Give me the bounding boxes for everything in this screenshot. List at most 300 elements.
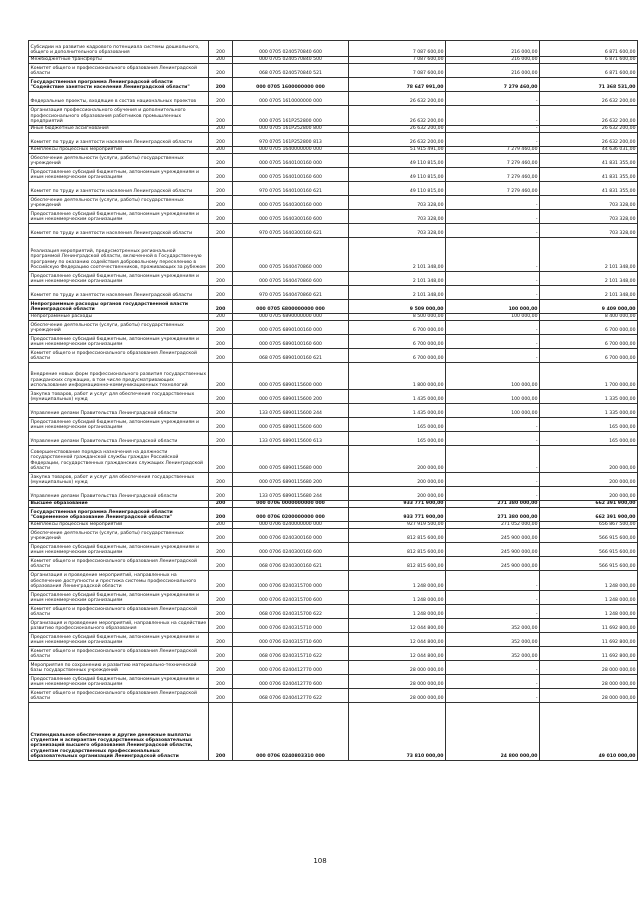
table-row [29,689,638,703]
row-name-cell: Предоставление субсидий бюджетным, автономным учреждениям и иным некоммерческим организациям [29,633,209,647]
row-budget-code-cell: 000 0705 1640100160 000 [233,154,349,168]
row-name-cell: Организация профессионального обучения и дополнительного профессионального образования работников промышленных предприятий [29,106,209,126]
row-name-cell: Предоставление субсидий бюджетным, автономным учреждениям и иным некоммерческим организациям [29,272,209,286]
row-executed-amount-cell: 271 380 000,00 [446,501,540,508]
row-line-code-cell: 200 [209,126,233,133]
row-executed-amount-cell: 245 900 000,00 [446,543,540,557]
row-approved-amount-cell: 73 810 000,00 [349,703,446,761]
row-budget-code-cell: 000 0705 6890100160 600 [233,335,349,349]
row-executed-amount-cell: - [446,661,540,675]
row-executed-amount-cell: - [446,418,540,432]
row-approved-amount-cell: 7 087 600,00 [349,64,446,78]
row-name-cell: Управление делами Правительства Ленинградской области [29,404,209,418]
row-budget-code-cell: 068 0705 0240570840 521 [233,64,349,78]
table-row [29,661,638,675]
row-remaining-amount-cell: 662 391 900,00 [540,508,638,522]
row-line-code-cell: 200 [209,619,233,633]
row-approved-amount-cell: 28 000 000,00 [349,675,446,689]
row-remaining-amount-cell: 44 636 031,00 [540,147,638,154]
row-budget-code-cell: 000 0706 0240315700 600 [233,591,349,605]
row-executed-amount-cell: 216 000,00 [446,57,540,64]
row-line-code-cell: 200 [209,286,233,300]
row-line-code-cell: 200 [209,349,233,363]
row-name-cell: Совершенствование порядка назначения на должности государственной гражданской службы граждан Российской Федерации, государственных гражданских служащих Ленинградской области [29,446,209,473]
row-budget-code-cell: 000 0706 0240300160 000 [233,529,349,543]
row-executed-amount-cell: 271 052 000,00 [446,522,540,529]
row-line-code-cell: 200 [209,300,233,314]
row-budget-code-cell: 133 0705 6890115600 244 [233,404,349,418]
row-approved-amount-cell: 28 000 000,00 [349,661,446,675]
row-executed-amount-cell: 100 000,00 [446,390,540,404]
row-remaining-amount-cell: 703 328,00 [540,210,638,224]
row-line-code-cell: 200 [209,196,233,210]
row-approved-amount-cell: 28 000 000,00 [349,689,446,703]
row-approved-amount-cell: 12 044 800,00 [349,647,446,661]
row-budget-code-cell: 000 0705 0240570840 600 [233,41,349,57]
row-name-cell: Внедрение новых форм профессионального развития государственных гражданских служащих, в том числе предусматривающих использование информационно-коммуникационных технологий [29,363,209,390]
row-executed-amount-cell: - [446,446,540,473]
row-budget-code-cell: 000 0706 0240803310 000 [233,703,349,761]
row-remaining-amount-cell: 6 700 000,00 [540,321,638,335]
row-remaining-amount-cell: 200 000,00 [540,446,638,473]
row-approved-amount-cell: 165 000,00 [349,432,446,446]
row-remaining-amount-cell: 200 000,00 [540,473,638,487]
row-budget-code-cell: 000 0705 0240570840 500 [233,57,349,64]
row-line-code-cell: 200 [209,703,233,761]
row-line-code-cell: 200 [209,571,233,591]
row-budget-code-cell: 000 0706 0000000000 000 [233,501,349,508]
table-row [29,390,638,404]
table-row [29,238,638,272]
row-executed-amount-cell: - [446,605,540,619]
table-row [29,529,638,543]
table-row [29,64,638,78]
row-remaining-amount-cell: 8 400 000,00 [540,314,638,321]
row-executed-amount-cell: 7 279 460,00 [446,78,540,92]
row-budget-code-cell: 000 0706 0200000000 000 [233,508,349,522]
row-approved-amount-cell: 2 101 348,00 [349,238,446,272]
row-name-cell: Комитет по труду и занятости населения Ленинградской области [29,286,209,300]
row-budget-code-cell: 000 0705 6890115680 000 [233,446,349,473]
row-executed-amount-cell: 7 279 460,00 [446,182,540,196]
table-row [29,543,638,557]
table-row [29,314,638,321]
row-remaining-amount-cell: 1 335 000,00 [540,390,638,404]
row-budget-code-cell: 133 0705 6890115680 244 [233,487,349,501]
row-remaining-amount-cell: 28 000 000,00 [540,689,638,703]
row-line-code-cell: 200 [209,238,233,272]
table-row [29,557,638,571]
row-approved-amount-cell: 26 632 200,00 [349,92,446,106]
row-remaining-amount-cell: 49 010 000,00 [540,703,638,761]
row-remaining-amount-cell: 28 000 000,00 [540,675,638,689]
row-executed-amount-cell: 245 900 000,00 [446,529,540,543]
row-name-cell: Комитет по труду и занятости населения Ленинградской области [29,224,209,238]
row-line-code-cell: 200 [209,605,233,619]
row-line-code-cell: 200 [209,272,233,286]
table-row [29,41,638,57]
row-approved-amount-cell: 78 647 991,00 [349,78,446,92]
table-row [29,182,638,196]
row-approved-amount-cell: 812 815 600,00 [349,529,446,543]
row-approved-amount-cell: 703 328,00 [349,224,446,238]
row-name-cell: Комитет по труду и занятости населения Ленинградской области [29,133,209,147]
row-line-code-cell: 200 [209,41,233,57]
table-row [29,473,638,487]
table-row [29,300,638,314]
row-approved-amount-cell: 6 700 000,00 [349,321,446,335]
row-budget-code-cell: 000 0705 1610000000 000 [233,92,349,106]
row-line-code-cell: 200 [209,404,233,418]
row-budget-code-cell: 068 0706 0240412770 622 [233,689,349,703]
row-name-cell: Комплексы процессных мероприятий [29,147,209,154]
table-row [29,633,638,647]
row-approved-amount-cell: 927 919 500,00 [349,522,446,529]
row-remaining-amount-cell: 41 831 355,00 [540,168,638,182]
row-approved-amount-cell: 7 087 600,00 [349,57,446,64]
row-remaining-amount-cell: 26 632 200,00 [540,106,638,126]
table-row [29,92,638,106]
row-approved-amount-cell: 703 328,00 [349,196,446,210]
row-executed-amount-cell: 7 279 460,00 [446,154,540,168]
row-executed-amount-cell: - [446,224,540,238]
row-line-code-cell: 200 [209,133,233,147]
row-approved-amount-cell: 26 632 200,00 [349,133,446,147]
row-line-code-cell: 200 [209,446,233,473]
row-budget-code-cell: 000 0706 0240315710 000 [233,619,349,633]
row-executed-amount-cell: - [446,689,540,703]
row-approved-amount-cell: 1 800 000,00 [349,363,446,390]
row-remaining-amount-cell: 2 101 348,00 [540,238,638,272]
row-remaining-amount-cell: 1 700 000,00 [540,363,638,390]
row-remaining-amount-cell: 41 831 355,00 [540,154,638,168]
row-line-code-cell: 200 [209,363,233,390]
table-row [29,487,638,501]
row-approved-amount-cell: 1 435 000,00 [349,390,446,404]
row-line-code-cell: 200 [209,154,233,168]
row-budget-code-cell: 068 0705 6890100160 621 [233,349,349,363]
row-executed-amount-cell: - [446,106,540,126]
row-name-cell: Комитет общего и профессионального образования Ленинградской области [29,605,209,619]
row-budget-code-cell: 000 0705 6890115600 200 [233,390,349,404]
row-budget-code-cell: 068 0706 0240315700 622 [233,605,349,619]
row-line-code-cell: 200 [209,418,233,432]
row-name-cell: Предоставление субсидий бюджетным, автономным учреждениям и иным некоммерческим организациям [29,675,209,689]
row-approved-amount-cell: 2 101 348,00 [349,272,446,286]
row-remaining-amount-cell: 1 248 000,00 [540,591,638,605]
row-line-code-cell: 200 [209,57,233,64]
row-name-cell: Обеспечение деятельности (услуги, работы) государственных учреждений [29,529,209,543]
row-remaining-amount-cell: 6 700 000,00 [540,349,638,363]
row-budget-code-cell: 000 0705 161Р252800 800 [233,126,349,133]
budget-table-sheet [28,40,636,761]
row-line-code-cell: 200 [209,390,233,404]
row-name-cell: Управление делами Правительства Ленинградской области [29,487,209,501]
table-row [29,57,638,64]
row-budget-code-cell: 000 0705 1640470860 600 [233,272,349,286]
row-line-code-cell: 200 [209,661,233,675]
row-name-cell: Предоставление субсидий бюджетным, автономным учреждениям и иным некоммерческим организациям [29,168,209,182]
table-row [29,619,638,633]
row-budget-code-cell: 000 0705 1640470860 000 [233,238,349,272]
row-approved-amount-cell: 49 110 815,00 [349,168,446,182]
row-approved-amount-cell: 6 700 000,00 [349,349,446,363]
row-approved-amount-cell: 6 700 000,00 [349,335,446,349]
row-line-code-cell: 200 [209,321,233,335]
row-executed-amount-cell: - [446,432,540,446]
row-approved-amount-cell: 703 328,00 [349,210,446,224]
row-remaining-amount-cell: 6 871 600,00 [540,41,638,57]
row-budget-code-cell: 000 0706 0240000000 000 [233,522,349,529]
table-row [29,286,638,300]
row-line-code-cell: 200 [209,168,233,182]
row-budget-code-cell: 000 0705 6800000000 000 [233,300,349,314]
row-budget-code-cell: 000 0706 0240300160 600 [233,543,349,557]
row-budget-code-cell: 000 0705 6890100160 000 [233,321,349,335]
row-line-code-cell: 200 [209,314,233,321]
row-budget-code-cell: 068 0706 0240300160 621 [233,557,349,571]
row-line-code-cell: 200 [209,335,233,349]
row-line-code-cell: 200 [209,675,233,689]
row-name-cell: Комитет общего и профессионального образования Ленинградской области [29,689,209,703]
row-name-cell: Комитет общего и профессионального образования Ленинградской области [29,647,209,661]
row-executed-amount-cell: 100 000,00 [446,404,540,418]
row-remaining-amount-cell: 11 692 800,00 [540,633,638,647]
row-line-code-cell: 200 [209,210,233,224]
row-approved-amount-cell: 51 915 491,00 [349,147,446,154]
table-row [29,210,638,224]
row-executed-amount-cell: 352 000,00 [446,619,540,633]
row-executed-amount-cell: - [446,210,540,224]
row-executed-amount-cell: - [446,591,540,605]
row-approved-amount-cell: 9 509 000,00 [349,300,446,314]
table-row [29,335,638,349]
row-executed-amount-cell: 352 000,00 [446,647,540,661]
row-name-cell: Комитет общего и профессионального образования Ленинградской области [29,557,209,571]
row-name-cell: Обеспечение деятельности (услуги, работы) государственных учреждений [29,154,209,168]
row-approved-amount-cell: 812 815 600,00 [349,557,446,571]
row-budget-code-cell: 000 0706 0240315700 000 [233,571,349,591]
row-remaining-amount-cell: 2 101 348,00 [540,272,638,286]
row-approved-amount-cell: 7 087 600,00 [349,41,446,57]
row-budget-code-cell: 000 0705 1600000000 000 [233,78,349,92]
table-row [29,522,638,529]
row-remaining-amount-cell: 11 692 800,00 [540,619,638,633]
row-line-code-cell: 200 [209,182,233,196]
row-budget-code-cell: 000 0705 6890115600 600 [233,418,349,432]
row-executed-amount-cell: - [446,321,540,335]
row-name-cell: Предоставление субсидий бюджетным, автономным учреждениям и иным некоммерческим организациям [29,543,209,557]
row-line-code-cell: 200 [209,501,233,508]
row-remaining-amount-cell: 26 632 200,00 [540,133,638,147]
row-line-code-cell: 200 [209,473,233,487]
row-remaining-amount-cell: 6 871 600,00 [540,64,638,78]
row-approved-amount-cell: 26 632 200,00 [349,126,446,133]
row-name-cell: Комплексы процессных мероприятий [29,522,209,529]
table-row [29,446,638,473]
table-row [29,501,638,508]
row-approved-amount-cell: 1 248 000,00 [349,571,446,591]
row-remaining-amount-cell: 11 692 800,00 [540,647,638,661]
row-executed-amount-cell: - [446,473,540,487]
row-name-cell: Комитет общего и профессионального образования Ленинградской области [29,349,209,363]
row-executed-amount-cell: - [446,238,540,272]
row-remaining-amount-cell: 28 000 000,00 [540,661,638,675]
table-row [29,168,638,182]
row-name-cell: Субсидии на развитие кадрового потенциала системы дошкольного, общего и дополнительного образования [29,41,209,57]
budget-table [28,40,638,761]
row-budget-code-cell: 970 0705 1640470860 621 [233,286,349,300]
row-executed-amount-cell: - [446,196,540,210]
row-budget-code-cell: 133 0705 6890115600 613 [233,432,349,446]
row-line-code-cell: 200 [209,543,233,557]
table-row [29,133,638,147]
row-approved-amount-cell: 2 101 348,00 [349,286,446,300]
table-row [29,321,638,335]
row-budget-code-cell: 000 0705 1640300160 000 [233,196,349,210]
row-approved-amount-cell: 12 044 800,00 [349,619,446,633]
row-line-code-cell: 200 [209,633,233,647]
row-line-code-cell: 200 [209,557,233,571]
row-name-cell: Закупка товаров, работ и услуг для обеспечения государственных (муниципальных) нужд [29,473,209,487]
table-row [29,508,638,522]
table-row [29,418,638,432]
table-row [29,154,638,168]
row-budget-code-cell: 000 0706 0240315710 600 [233,633,349,647]
row-name-cell: Предоставление субсидий бюджетным, автономным учреждениям и иным некоммерческим организациям [29,335,209,349]
row-remaining-amount-cell: 26 632 200,00 [540,126,638,133]
row-line-code-cell: 200 [209,689,233,703]
row-budget-code-cell: 000 0705 1640300160 600 [233,210,349,224]
row-name-cell: Комитет по труду и занятости населения Ленинградской области [29,182,209,196]
row-remaining-amount-cell: 656 867 500,00 [540,522,638,529]
row-line-code-cell: 200 [209,522,233,529]
row-approved-amount-cell: 165 000,00 [349,418,446,432]
row-name-cell: Комитет общего и профессионального образования Ленинградской области [29,64,209,78]
row-remaining-amount-cell: 662 391 900,00 [540,501,638,508]
row-remaining-amount-cell: 41 831 355,00 [540,182,638,196]
row-remaining-amount-cell: 566 915 600,00 [540,529,638,543]
row-approved-amount-cell: 8 500 000,00 [349,314,446,321]
row-name-cell: Мероприятия по сохранению и развитию материально-технической базы государственных учреждений [29,661,209,675]
table-row [29,591,638,605]
row-budget-code-cell: 970 0705 1640300160 621 [233,224,349,238]
row-approved-amount-cell: 1 248 000,00 [349,591,446,605]
row-name-cell: Обеспечение деятельности (услуги, работы) государственных учреждений [29,321,209,335]
row-executed-amount-cell: - [446,286,540,300]
row-name-cell: Межбюджетные трансферты [29,57,209,64]
row-line-code-cell: 200 [209,64,233,78]
row-executed-amount-cell: 7 279 460,00 [446,168,540,182]
table-row [29,703,638,761]
row-approved-amount-cell: 933 771 900,00 [349,501,446,508]
row-approved-amount-cell: 1 248 000,00 [349,605,446,619]
table-row [29,126,638,133]
table-row [29,272,638,286]
row-name-cell: Организация и проведение мероприятий, направленных на содействие развитию профессионального образования [29,619,209,633]
row-remaining-amount-cell: 1 248 000,00 [540,571,638,591]
table-row [29,349,638,363]
row-budget-code-cell: 000 0705 6890115680 200 [233,473,349,487]
row-line-code-cell: 200 [209,224,233,238]
row-name-cell: Федеральные проекты, входящие в состав национальных проектов [29,92,209,106]
row-line-code-cell: 200 [209,529,233,543]
row-executed-amount-cell: - [446,126,540,133]
row-remaining-amount-cell: 2 101 348,00 [540,286,638,300]
row-executed-amount-cell: - [446,571,540,591]
table-row [29,196,638,210]
row-executed-amount-cell: 245 900 000,00 [446,557,540,571]
row-executed-amount-cell: - [446,272,540,286]
table-row [29,363,638,390]
row-line-code-cell: 200 [209,487,233,501]
table-row [29,432,638,446]
table-row [29,571,638,591]
row-remaining-amount-cell: 200 000,00 [540,487,638,501]
row-remaining-amount-cell: 9 409 000,00 [540,300,638,314]
row-name-cell: Предоставление субсидий бюджетным, автономным учреждениям и иным некоммерческим организациям [29,210,209,224]
row-name-cell: Непрограммные расходы органов государственной власти Ленинградской области [29,300,209,314]
row-line-code-cell: 200 [209,508,233,522]
row-line-code-cell: 200 [209,92,233,106]
row-executed-amount-cell: - [446,349,540,363]
row-name-cell: Непрограммные расходы [29,314,209,321]
row-executed-amount-cell: 24 800 000,00 [446,703,540,761]
row-name-cell: Организация и проведение мероприятий, направленных на обеспечение доступности и престижа системы профессионального образования Ленинградской области [29,571,209,591]
row-name-cell: Государственная программа Ленинградской области "Современное образование Ленинградской области" [29,508,209,522]
row-line-code-cell: 200 [209,432,233,446]
row-name-cell: Государственная программа Ленинградской области "Содействие занятости населения Ленинградской области" [29,78,209,92]
row-executed-amount-cell: 100 000,00 [446,314,540,321]
row-approved-amount-cell: 26 632 200,00 [349,106,446,126]
row-approved-amount-cell: 12 044 800,00 [349,633,446,647]
row-executed-amount-cell: 352 000,00 [446,633,540,647]
row-executed-amount-cell: 216 000,00 [446,64,540,78]
table-row [29,106,638,126]
row-executed-amount-cell: - [446,92,540,106]
row-name-cell: Предоставление субсидий бюджетным, автономным учреждениям и иным некоммерческим организациям [29,591,209,605]
row-executed-amount-cell: - [446,675,540,689]
table-row [29,404,638,418]
row-remaining-amount-cell: 165 000,00 [540,418,638,432]
row-line-code-cell: 200 [209,106,233,126]
row-budget-code-cell: 000 0705 6890115600 000 [233,363,349,390]
row-budget-code-cell: 970 0705 161Р252800 813 [233,133,349,147]
row-remaining-amount-cell: 6 871 600,00 [540,57,638,64]
row-name-cell: Реализация мероприятий, предусмотренных региональной программой Ленинградской области, включенной в Государственную программу по оказанию содействия добровольному переселению в Российскую Федерацию соотечественников, проживающих за рубежом [29,238,209,272]
table-row [29,147,638,154]
row-line-code-cell: 200 [209,647,233,661]
row-approved-amount-cell: 933 771 900,00 [349,508,446,522]
row-budget-code-cell: 068 0706 0240315710 622 [233,647,349,661]
row-approved-amount-cell: 200 000,00 [349,473,446,487]
row-name-cell: Стипендиальное обеспечение и другие денежные выплаты студентам и аспирантам государственных образовательных организаций высшего образования Ленинградской области, студентам государственных профессиональных образовательных организаций Ленинградской области [29,703,209,761]
row-budget-code-cell: 000 0705 1640100160 600 [233,168,349,182]
row-remaining-amount-cell: 1 248 000,00 [540,605,638,619]
table-row [29,647,638,661]
row-remaining-amount-cell: 566 915 600,00 [540,557,638,571]
row-remaining-amount-cell: 1 335 000,00 [540,404,638,418]
row-line-code-cell: 200 [209,591,233,605]
row-line-code-cell: 200 [209,78,233,92]
row-executed-amount-cell: 100 000,00 [446,363,540,390]
row-executed-amount-cell: 216 000,00 [446,41,540,57]
table-row [29,78,638,92]
page-number: 108 [313,857,327,865]
row-remaining-amount-cell: 165 000,00 [540,432,638,446]
row-name-cell: Закупка товаров, работ и услуг для обеспечения государственных (муниципальных) нужд [29,390,209,404]
row-budget-code-cell: 000 0706 0240412770 600 [233,675,349,689]
